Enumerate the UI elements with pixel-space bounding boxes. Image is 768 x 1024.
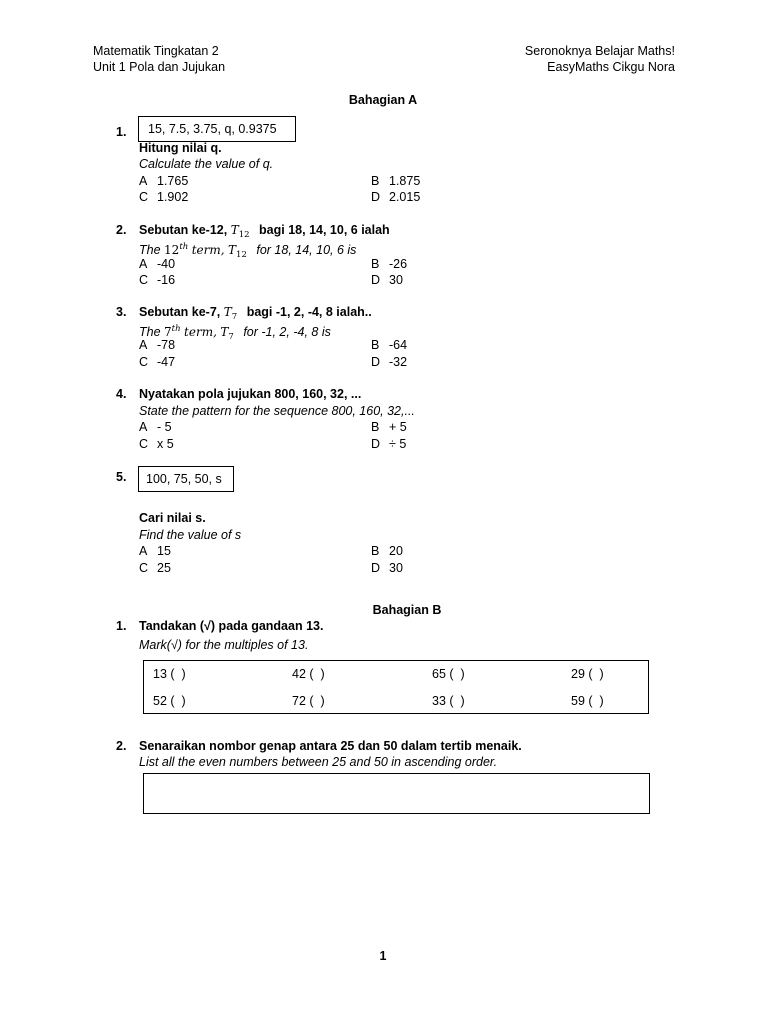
question-5-option-a xyxy=(139,543,171,559)
mark-slot: ( ) xyxy=(588,694,604,708)
option-value: - 5 xyxy=(157,420,172,434)
question-5-option-b xyxy=(371,543,403,559)
question-1-sequence: 15, 7.5, 3.75, q, 0.9375 xyxy=(148,122,277,136)
option-value: -40 xyxy=(157,257,176,271)
multiple-item xyxy=(292,693,325,709)
question-4-option-c xyxy=(139,436,174,452)
mark-slot: ( ) xyxy=(588,667,604,681)
question-3-number: 3. xyxy=(116,305,127,319)
section-a-title: Bahagian A xyxy=(348,93,418,107)
ordinal-number: 12 xyxy=(164,243,180,257)
question-5-option-d xyxy=(371,560,403,576)
multiple-item xyxy=(432,693,465,709)
option-letter: A xyxy=(139,420,148,434)
header-unit: Unit 1 Pola dan Jujukan xyxy=(93,60,226,74)
option-value: x 5 xyxy=(157,437,174,451)
ordinal-suffix: th xyxy=(171,324,181,334)
prompt-ms-end: bagi 18, 14, 10, 6 ialah xyxy=(259,223,390,237)
term-subscript: 12 xyxy=(236,250,247,260)
multiple-item xyxy=(153,666,186,682)
section-b-question-2-number: 2. xyxy=(116,739,127,753)
question-1-prompt-en: Calculate the value of q. xyxy=(139,157,274,171)
prompt-ms-start: Sebutan ke-12, xyxy=(139,223,228,237)
question-2-option-b xyxy=(371,256,408,272)
multiple-number: 33 xyxy=(432,694,446,708)
multiple-number: 42 xyxy=(292,667,306,681)
option-value: 15 xyxy=(157,544,171,558)
option-letter: C xyxy=(139,273,149,287)
term-symbol xyxy=(230,223,250,240)
multiples-grid-box xyxy=(143,660,649,714)
term-ordinal xyxy=(164,243,188,257)
term-letter: T xyxy=(228,243,237,257)
question-1-option-b xyxy=(371,173,421,189)
header-author: EasyMaths Cikgu Nora xyxy=(547,60,675,74)
mark-slot: ( ) xyxy=(449,694,465,708)
option-letter: D xyxy=(371,437,381,451)
question-3-option-a xyxy=(139,337,176,353)
option-value: 1.902 xyxy=(157,190,189,204)
mark-slot: ( ) xyxy=(449,667,465,681)
term-letter: T xyxy=(223,305,232,319)
question-2-option-c xyxy=(139,272,176,288)
option-letter: C xyxy=(139,437,149,451)
option-letter: C xyxy=(139,355,149,369)
option-letter: D xyxy=(371,273,381,287)
term-symbol xyxy=(223,305,238,322)
option-value: 20 xyxy=(389,544,403,558)
term-subscript: 7 xyxy=(228,332,234,342)
option-letter: B xyxy=(371,257,380,271)
question-1-option-c xyxy=(139,189,189,205)
question-5-prompt-en: Find the value of s xyxy=(139,528,242,542)
mark-slot: ( ) xyxy=(170,694,186,708)
option-value: -26 xyxy=(389,257,408,271)
term-symbol xyxy=(228,243,247,260)
option-value: -32 xyxy=(389,355,408,369)
question-4-option-a xyxy=(139,419,172,435)
option-value: 30 xyxy=(389,561,403,575)
section-b-question-1-prompt-en: Mark(√) for the multiples of 13. xyxy=(139,638,309,652)
option-letter: D xyxy=(371,355,381,369)
term-letter: T xyxy=(220,325,229,339)
ordinal-number: 7 xyxy=(164,325,172,339)
section-b-question-1-prompt-ms: Tandakan (√) pada gandaan 13. xyxy=(139,619,324,633)
question-5-sequence-box xyxy=(138,466,234,492)
question-4-number: 4. xyxy=(116,387,127,401)
question-2-option-d xyxy=(371,272,403,288)
option-value: -78 xyxy=(157,338,176,352)
question-1-number: 1. xyxy=(116,125,127,139)
option-value: 25 xyxy=(157,561,171,575)
multiple-number: 13 xyxy=(153,667,167,681)
section-b-question-2-prompt-ms: Senaraikan nombor genap antara 25 dan 50 dalam tertib menaik. xyxy=(139,739,522,753)
mark-slot: ( ) xyxy=(309,694,325,708)
option-letter: C xyxy=(139,561,149,575)
ordinal-suffix: th xyxy=(179,242,189,252)
option-value: -64 xyxy=(389,338,408,352)
term-letter: T xyxy=(230,223,239,237)
question-3-option-b xyxy=(371,337,408,353)
section-b-question-1-number: 1. xyxy=(116,619,127,633)
page-number: 1 xyxy=(379,949,387,963)
prompt-ms-start: Sebutan ke-7, xyxy=(139,305,221,319)
multiple-item xyxy=(292,666,325,682)
question-2-number: 2. xyxy=(116,223,127,237)
question-4-prompt-en: State the pattern for the sequence 800, 160, 32,... xyxy=(139,404,415,418)
option-value: -47 xyxy=(157,355,176,369)
multiple-item xyxy=(571,693,604,709)
option-value: 30 xyxy=(389,273,403,287)
multiple-number: 52 xyxy=(153,694,167,708)
question-4-option-b xyxy=(371,419,407,435)
multiple-number: 72 xyxy=(292,694,306,708)
header-slogan: Seronoknya Belajar Maths! xyxy=(524,44,675,58)
question-1-sequence-box xyxy=(138,116,296,142)
multiple-item xyxy=(571,666,604,682)
question-1-prompt-ms: Hitung nilai q. xyxy=(139,141,222,155)
option-value: 1.875 xyxy=(389,174,421,188)
prompt-en-end: for 18, 14, 10, 6 is xyxy=(256,243,357,257)
option-value: ÷ 5 xyxy=(389,437,407,451)
term-subscript: 12 xyxy=(238,230,250,240)
term-symbol xyxy=(220,325,234,342)
question-3-option-d xyxy=(371,354,408,370)
option-letter: A xyxy=(139,174,148,188)
mark-slot: ( ) xyxy=(170,667,186,681)
prompt-en-end: for -1, 2, -4, 8 is xyxy=(243,325,331,339)
option-letter: D xyxy=(371,190,381,204)
option-letter: A xyxy=(139,338,148,352)
section-b-question-2-prompt-en: List all the even numbers between 25 and 50 in ascending order. xyxy=(139,755,498,769)
option-value: -16 xyxy=(157,273,176,287)
option-letter: B xyxy=(371,544,380,558)
multiple-number: 65 xyxy=(432,667,446,681)
question-5-prompt-ms: Cari nilai s. xyxy=(139,511,206,525)
multiple-number: 29 xyxy=(571,667,585,681)
question-5-sequence: 100, 75, 50, s xyxy=(146,472,222,486)
option-letter: C xyxy=(139,190,149,204)
question-2-option-a xyxy=(139,256,176,272)
question-3-option-c xyxy=(139,354,176,370)
prompt-en-start: The xyxy=(139,325,161,339)
question-5-option-c xyxy=(139,560,171,576)
term-word: term, xyxy=(191,243,225,257)
prompt-ms-end: bagi -1, 2, -4, 8 ialah.. xyxy=(246,305,372,319)
prompt-en-start: The xyxy=(139,243,161,257)
mark-slot: ( ) xyxy=(309,667,325,681)
option-letter: D xyxy=(371,561,381,575)
multiple-number: 59 xyxy=(571,694,585,708)
option-letter: B xyxy=(371,420,380,434)
option-letter: A xyxy=(139,257,148,271)
question-4-option-d xyxy=(371,436,407,452)
question-1-option-d xyxy=(371,189,421,205)
question-4-prompt-ms: Nyatakan pola jujukan 800, 160, 32, ... xyxy=(139,387,362,401)
option-letter: A xyxy=(139,544,148,558)
option-value: 2.015 xyxy=(389,190,421,204)
question-1-option-a xyxy=(139,173,189,189)
header-subject: Matematik Tingkatan 2 xyxy=(93,44,219,58)
option-value: + 5 xyxy=(389,420,407,434)
term-word: term, xyxy=(184,325,217,339)
section-b-title: Bahagian B xyxy=(372,603,442,617)
option-letter: B xyxy=(371,174,380,188)
question-5-number: 5. xyxy=(116,470,127,484)
answer-box xyxy=(143,773,650,814)
option-letter: B xyxy=(371,338,380,352)
multiple-item xyxy=(432,666,465,682)
term-subscript: 7 xyxy=(231,312,238,322)
multiple-item xyxy=(153,693,186,709)
option-value: 1.765 xyxy=(157,174,189,188)
